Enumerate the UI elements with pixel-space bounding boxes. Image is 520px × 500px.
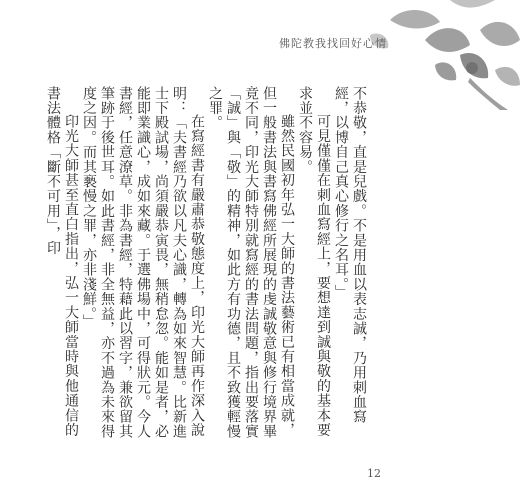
running-header-title: 佛陀教我找回好心情 <box>279 37 387 50</box>
paragraph: 不恭敬，直是兒戲。不是用血以表志誠，乃用刺血寫經，以博自己真心修行之名耳。」 <box>333 86 367 425</box>
paragraph: 可見僅僅在刺血寫經上，要想達到誠與敬的基本要求並不容易。 <box>297 86 331 438</box>
page-number: 12 <box>367 467 381 480</box>
body-text <box>45 86 368 446</box>
paragraph: 雖然民國初年弘一大師的書法藝術已有相當成就，但一般書法與書寫佛經所展現的虔誠敬意與修行境界畢竟不同，印光大師特別就寫經的書法問題，指出要落實「誠」與「敬」的精神，如此方有功德，且不致獲輕慢之罪。 <box>207 86 295 439</box>
paragraph: 印光大師甚至直白指出，弘一大師當時與他通信的書法體格「斷不可用」，印 <box>45 86 79 438</box>
paragraph: 在寫經書有嚴肅恭敬態度上，印光大師再作深入說明：「夫書經乃欲以凡夫心識，轉為如來智慧。比新進士下殿試場，尚須嚴恭寅畏，無稍怠忽。能如是者，必能即業識心，成如來藏。于選佛場中，可得狀元。今人書經，任意潦草。非為書經，特藉此以習字，兼欲留其筆跡于後世耳。如此書經，非全無益，亦不過為未來得度之因。而其褻慢之罪，亦非淺鮮。」 <box>81 86 205 439</box>
